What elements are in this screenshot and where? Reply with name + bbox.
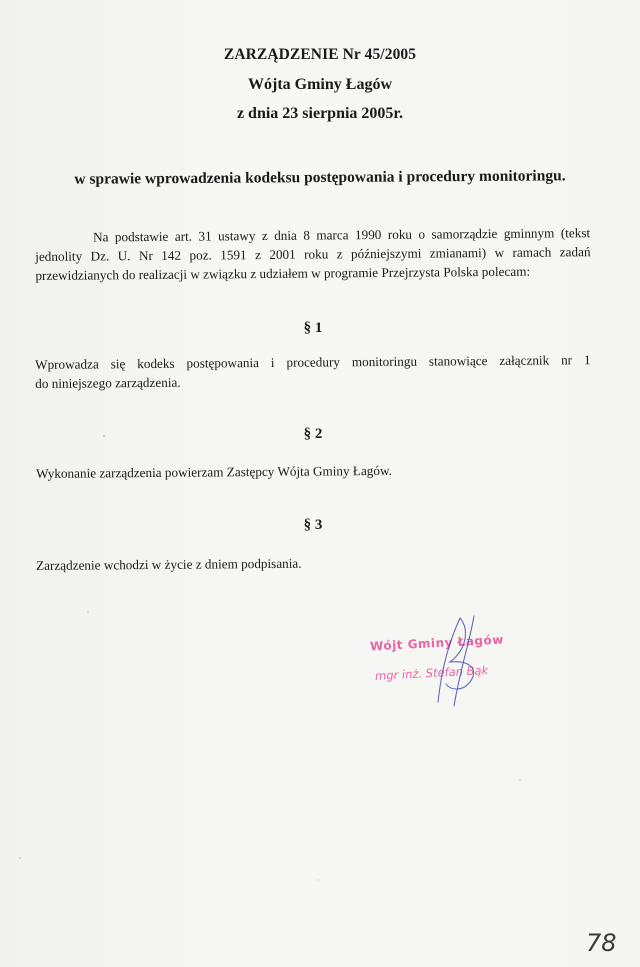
section-2-paragraph [36, 459, 591, 483]
handwritten-page-number [582, 925, 626, 957]
document-title: ZARZĄDZENIE Nr 45/2005 [223, 46, 417, 63]
section-3-paragraph [36, 551, 591, 575]
official-stamp-name: mgr inż. Stefan Bąk [374, 663, 489, 683]
document-date: z dnia 23 sierpnia 2005r. [236, 105, 404, 122]
intro-paragraph [35, 223, 590, 285]
handwritten-signature [420, 610, 510, 710]
intro-line-2: jednolity Dz. U. Nr 142 poz. 1591 z 2001 roku z późniejszymi zmianami) w ramach zadań [35, 244, 591, 264]
section-3-mark: § 3 [303, 517, 323, 533]
section-1-paragraph [35, 350, 590, 393]
section-1-line-2: do niniejszego zarządzenia. [35, 374, 181, 391]
section-2-mark: § 2 [303, 426, 323, 442]
section-1-line-1: Wprowadza się kodeks postępowania i procedury monitoringu stanowiące załącznik nr 1 [35, 352, 591, 372]
section-3-line-1: Zarządzenie wchodzi w życie z dniem podpisania. [36, 555, 302, 573]
document-issuer: Wójta Gminy Łagów [248, 76, 392, 93]
section-2-line-1: Wykonanie zarządzenia powierzam Zastępcy Wójta Gminy Łagów. [36, 462, 392, 481]
section-1-mark: § 1 [303, 320, 323, 336]
intro-line-3: przewidzianych do realizacji w związku z udziałem w programie Przejrzysta Polska polecam: [35, 263, 531, 283]
page-number-text: 78 [586, 929, 617, 957]
document-subject: w sprawie wprowadzenia kodeksu postępowania i procedury monitoringu. [74, 167, 566, 188]
intro-line-1: Na podstawie art. 31 ustawy z dnia 8 marca 1990 roku o samorządzie gminnym (tekst [93, 225, 591, 245]
official-stamp-title: Wójt Gminy Łagów [369, 632, 505, 654]
